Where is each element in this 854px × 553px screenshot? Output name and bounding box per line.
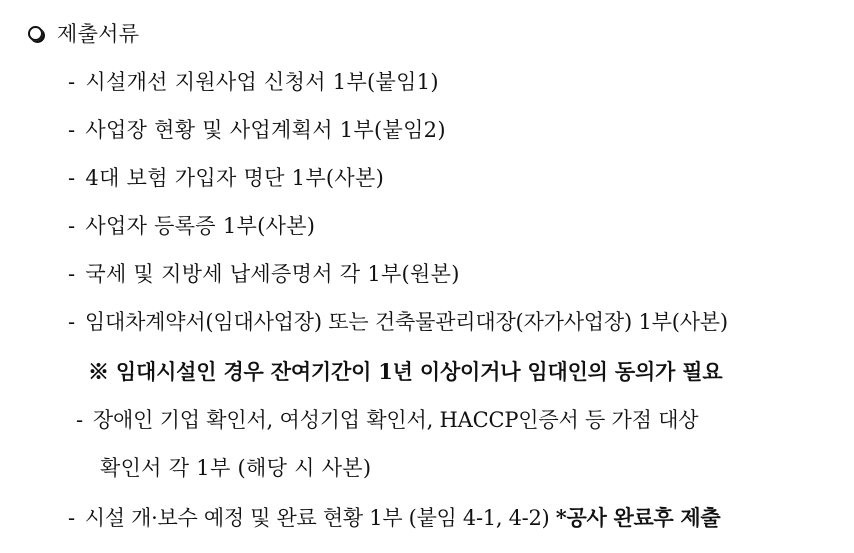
list-dash: - bbox=[68, 506, 75, 530]
list-dash: - bbox=[68, 70, 76, 94]
list-item bbox=[68, 260, 460, 288]
list-item bbox=[68, 504, 720, 532]
list-dash: - bbox=[68, 118, 76, 142]
list-item-text: 임대차계약서(임대사업장) 또는 건축물관리대장(자가사업장) 1부(사본) bbox=[84, 310, 728, 334]
hollow-circle-bullet-icon bbox=[28, 26, 43, 41]
list-item bbox=[68, 308, 728, 336]
note-text: ※ 임대시설인 경우 잔여기간이 1년 이상이거나 임대인의 동의가 필요 bbox=[88, 359, 723, 384]
list-item-continuation: 확인서 각 1부 (해당 시 사본) bbox=[100, 456, 372, 480]
list-item bbox=[68, 164, 384, 192]
list-item-text: 시설개선 지원사업 신청서 1부(붙임1) bbox=[85, 70, 439, 94]
list-dash: - bbox=[68, 214, 76, 238]
list-item bbox=[68, 116, 446, 144]
list-item-text: 국세 및 지방세 납세증명서 각 1부(원본) bbox=[85, 262, 460, 286]
list-item-text: 4대 보험 가입자 명단 1부(사본) bbox=[85, 166, 385, 190]
section-heading-label: 제출서류 bbox=[57, 22, 140, 46]
list-item-text: 시설 개·보수 예정 및 완료 현황 1부 (붙임 4-1, 4-2) bbox=[84, 506, 550, 530]
list-item bbox=[76, 406, 698, 434]
list-item-text: 사업자 등록증 1부(사본) bbox=[85, 214, 316, 238]
section-heading bbox=[28, 20, 139, 48]
list-dash: - bbox=[68, 262, 76, 286]
list-item-text: 장애인 기업 확인서, 여성기업 확인서, HACCP인증서 등 가점 대상 bbox=[92, 408, 699, 432]
list-dash: - bbox=[76, 408, 83, 432]
list-dash: - bbox=[68, 166, 76, 190]
list-item-text: 사업장 현황 및 사업계획서 1부(붙임2) bbox=[85, 118, 446, 142]
list-item bbox=[68, 212, 315, 240]
list-dash: - bbox=[68, 310, 75, 334]
emphasis-text: *공사 완료후 제출 bbox=[555, 505, 721, 530]
list-item bbox=[68, 68, 439, 96]
